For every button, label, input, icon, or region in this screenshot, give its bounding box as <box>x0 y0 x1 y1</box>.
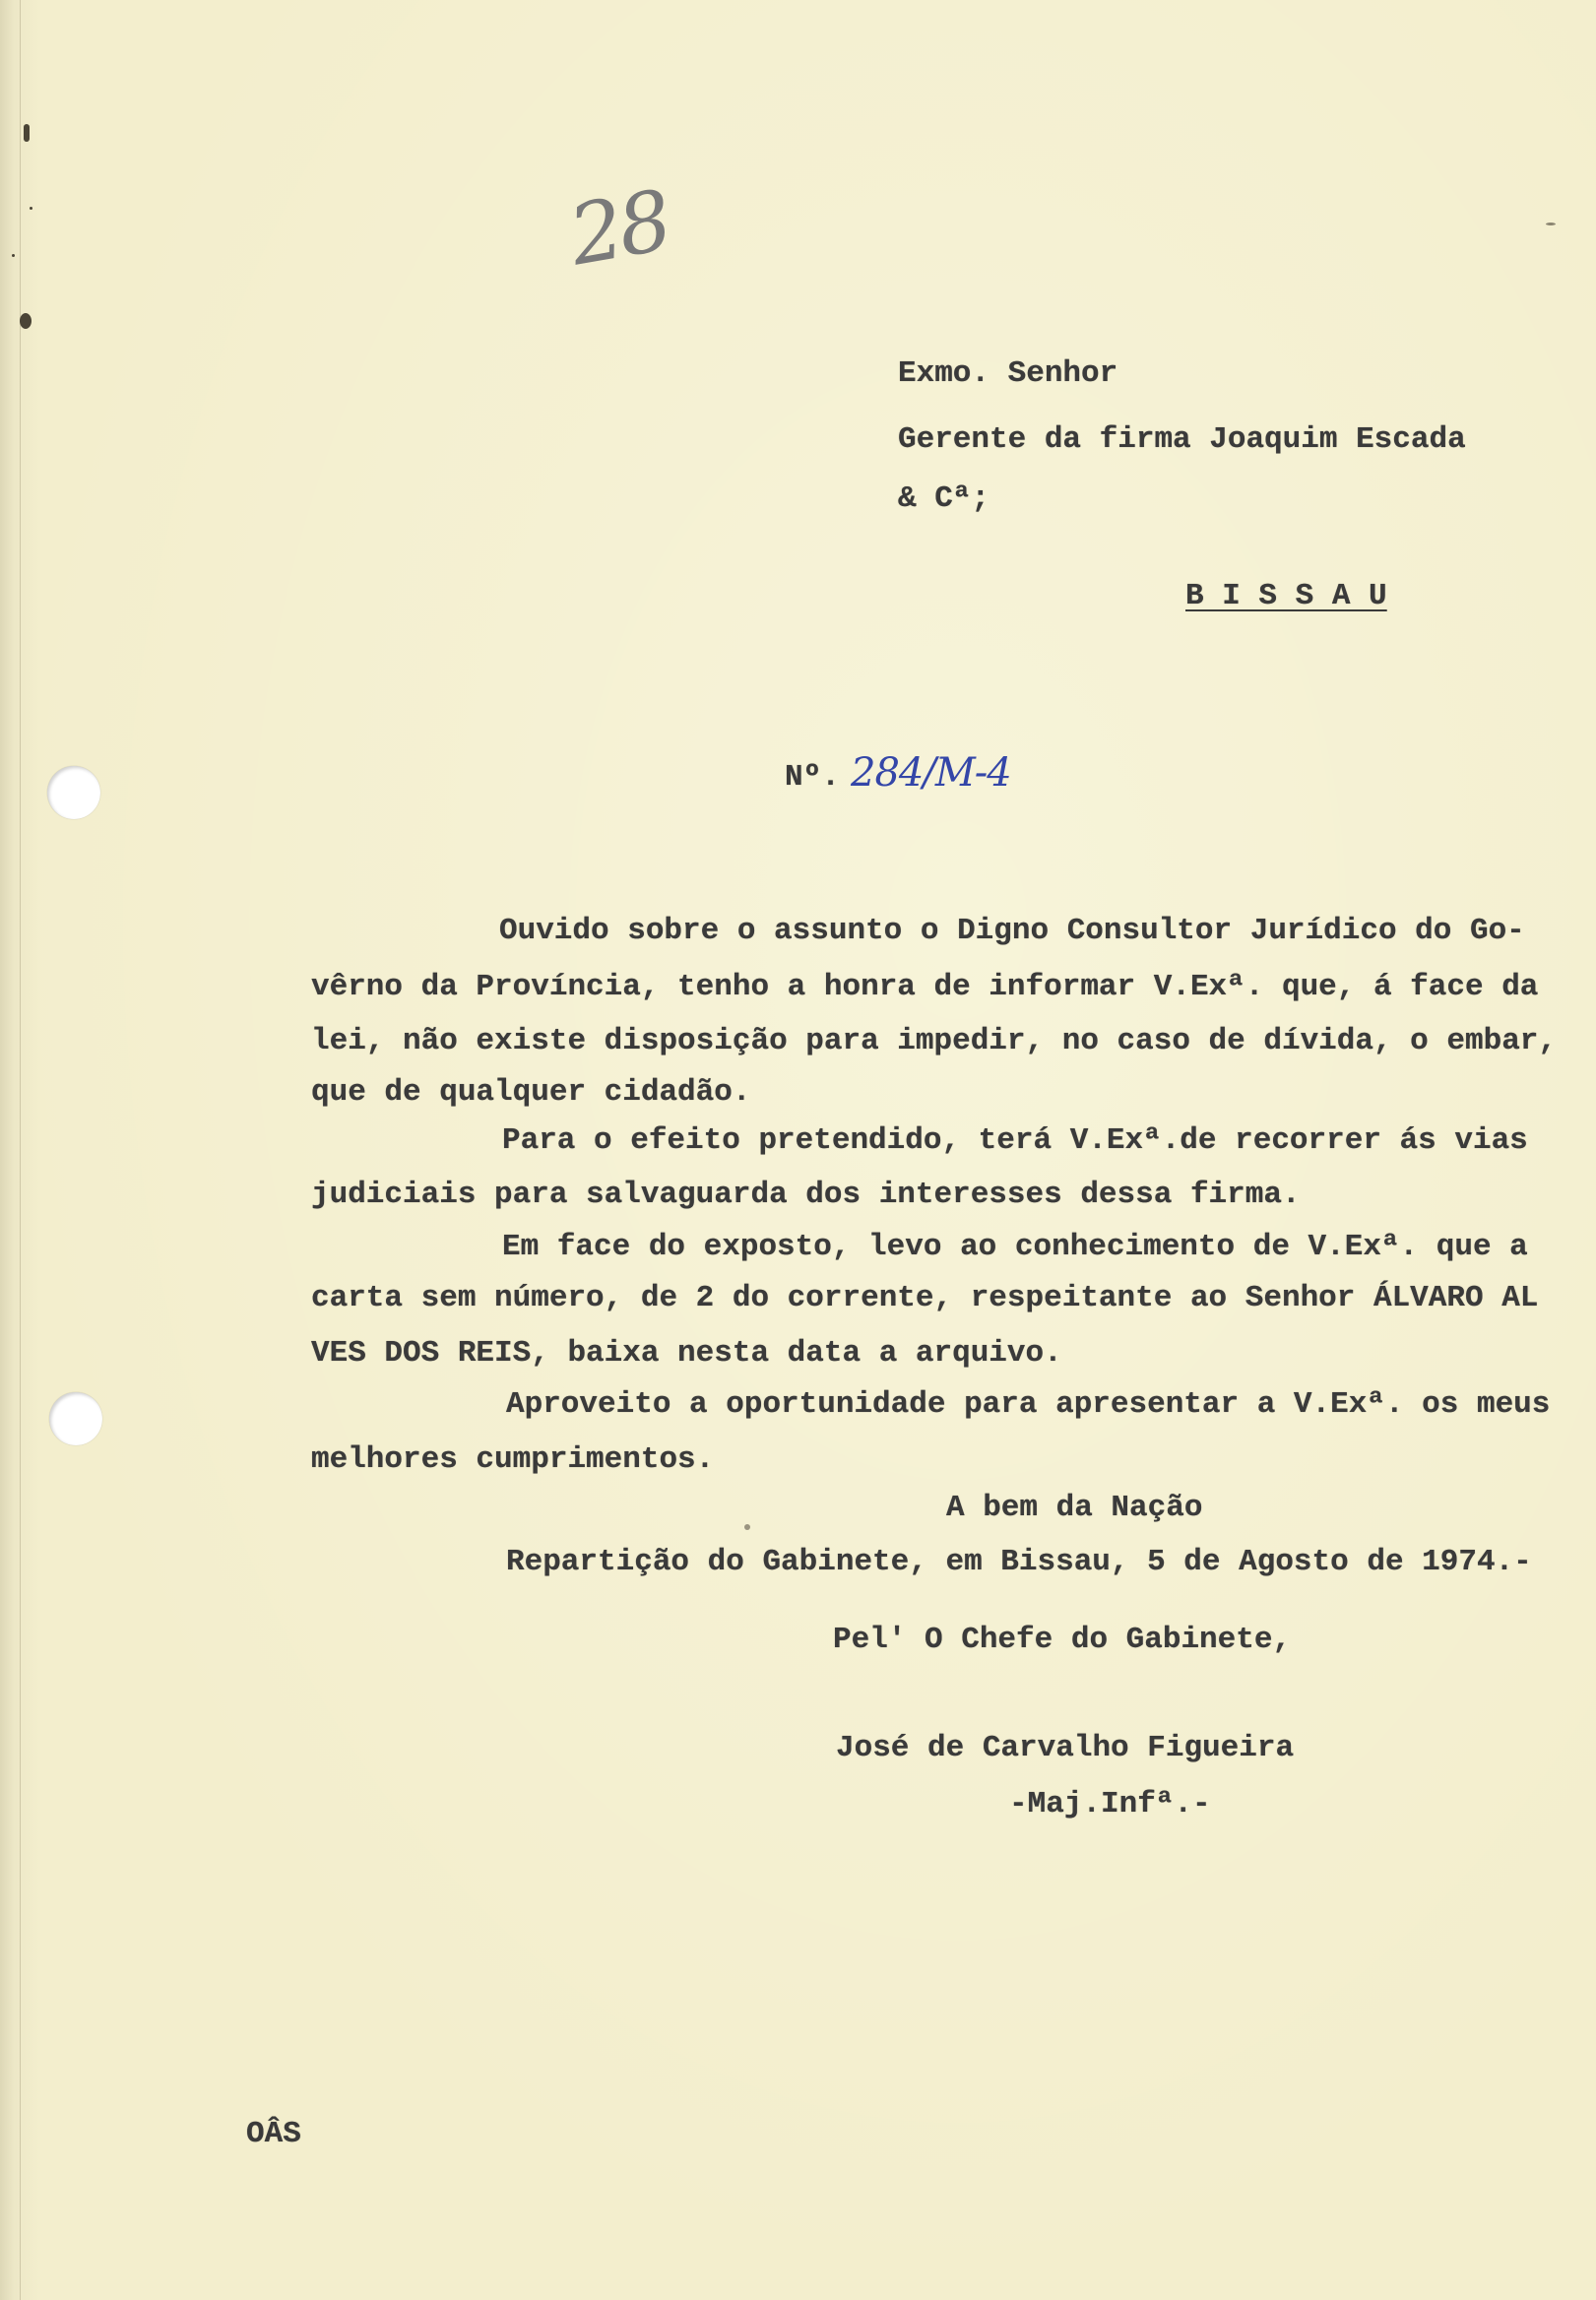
paper-mark <box>744 1524 750 1530</box>
body-line: que de qualquer cidadão. <box>311 1075 751 1110</box>
addressee-city: B I S S A U <box>1185 579 1387 613</box>
signatory-title: Pel' O Chefe do Gabinete, <box>833 1623 1292 1657</box>
body-line: Ouvido sobre o assunto o Digno Consultor Jurídico do Go- <box>499 914 1525 948</box>
addressee-line-1: Gerente da firma Joaquim Escada <box>898 422 1466 457</box>
body-line: lei, não existe disposição para impedir, no caso de dívida, o embar, <box>311 1024 1558 1058</box>
ink-speck <box>20 313 32 329</box>
paper-edge-line <box>20 0 21 2300</box>
punch-hole-bottom <box>49 1392 102 1445</box>
addressee-line-2: & Cª; <box>898 481 990 516</box>
ink-speck <box>24 124 30 142</box>
addressee-salutation: Exmo. Senhor <box>898 356 1118 391</box>
signatory-rank: -Maj.Infª.- <box>1009 1787 1211 1821</box>
place-and-date: Repartição do Gabinete, em Bissau, 5 de Agosto de 1974.- <box>506 1545 1532 1579</box>
body-line: vêrno da Província, tenho a honra de informar V.Exª. que, á face da <box>311 970 1539 1004</box>
body-line: judiciais para salvaguarda dos interesses dessa firma. <box>311 1178 1301 1212</box>
body-line: VES DOS REIS, baixa nesta data a arquivo. <box>311 1336 1062 1371</box>
closing-motto: A bem da Nação <box>946 1491 1203 1525</box>
body-line: Em face do exposto, levo ao conhecimento de V.Exª. que a <box>502 1230 1528 1264</box>
reference-label: Nº. <box>785 760 840 795</box>
body-line: Aproveito a oportunidade para apresentar a V.Exª. os meus <box>506 1387 1551 1422</box>
paper-mark <box>1546 223 1556 225</box>
body-line: melhores cumprimentos. <box>311 1442 715 1477</box>
handwritten-reference-number: 284/M-4 <box>851 750 1011 796</box>
body-line: Para o efeito pretendido, terá V.Exª.de recorrer ás vias <box>502 1123 1528 1158</box>
signatory-name: José de Carvalho Figueira <box>836 1731 1295 1765</box>
punch-hole-top <box>47 766 100 819</box>
ink-speck <box>30 207 32 210</box>
handwritten-folio-number: 28 <box>562 171 675 285</box>
ink-speck <box>12 254 15 257</box>
body-line: carta sem número, de 2 do corrente, respeitante ao Senhor ÁLVARO AL <box>311 1281 1539 1315</box>
typist-initials: OÂS <box>246 2117 301 2151</box>
